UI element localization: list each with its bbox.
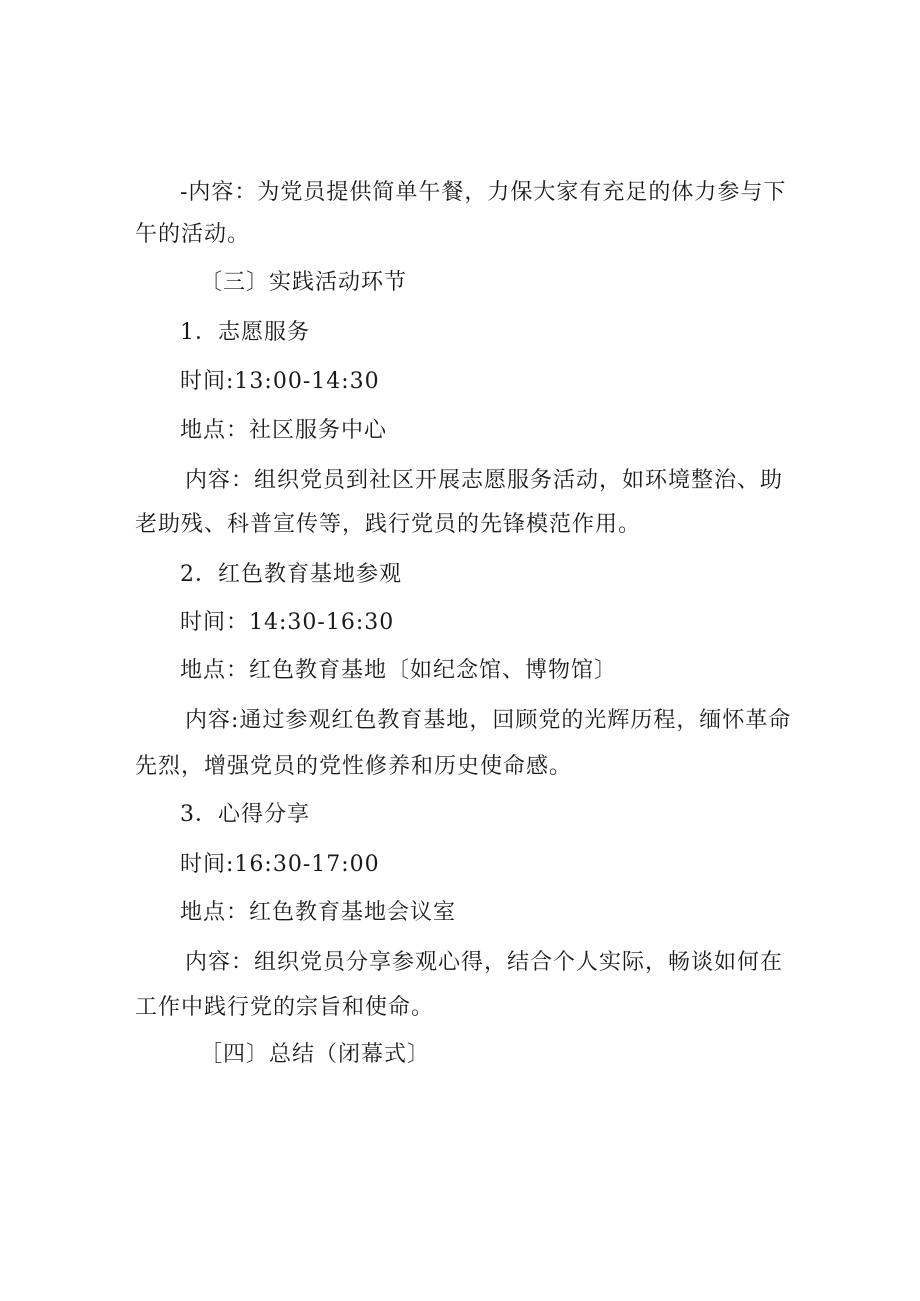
item-1-heading: 1．志愿服务 xyxy=(180,320,310,345)
item-1-content-line-2: 老助残、科普宣传等，践行党员的先锋模范作用。 xyxy=(135,512,642,537)
item-3-heading: 3．心得分享 xyxy=(180,802,310,827)
item-2-content-line-1: 内容:通过参观红色教育基地，回顾党的光辉历程，缅怀革命 xyxy=(185,708,792,733)
item-2-content-line-2: 先烈，增强党员的党性修养和历史使命感。 xyxy=(135,754,573,779)
item-2-time: 时间：14:30-16:30 xyxy=(180,610,395,635)
item-1-content-line-1: 内容：组织党员到社区开展志愿服务活动，如环境整治、助 xyxy=(185,468,784,493)
item-3-content-line-1: 内容：组织党员分享参观心得，结合个人实际，畅谈如何在 xyxy=(185,950,784,975)
item-3-place: 地点：红色教育基地会议室 xyxy=(180,900,457,925)
section-3-heading: 〔三〕实践活动环节 xyxy=(200,270,408,295)
lunch-content-line-1: -内容：为党员提供简单午餐，力保大家有充足的体力参与下 xyxy=(180,180,787,205)
item-3-time: 时间:16:30-17:00 xyxy=(180,852,380,877)
item-1-place: 地点：社区服务中心 xyxy=(180,418,388,443)
item-2-place: 地点：红色教育基地〔如纪念馆、博物馆〕 xyxy=(180,658,618,683)
item-3-content-line-2: 工作中践行党的宗旨和使命。 xyxy=(135,995,435,1020)
lunch-content-line-2: 午的活动。 xyxy=(135,222,251,247)
section-4-heading: ［四〕总结（闭幕式〕 xyxy=(200,1042,431,1067)
item-2-heading: 2．红色教育基地参观 xyxy=(180,562,402,587)
item-1-time: 时间:13:00-14:30 xyxy=(180,369,380,394)
